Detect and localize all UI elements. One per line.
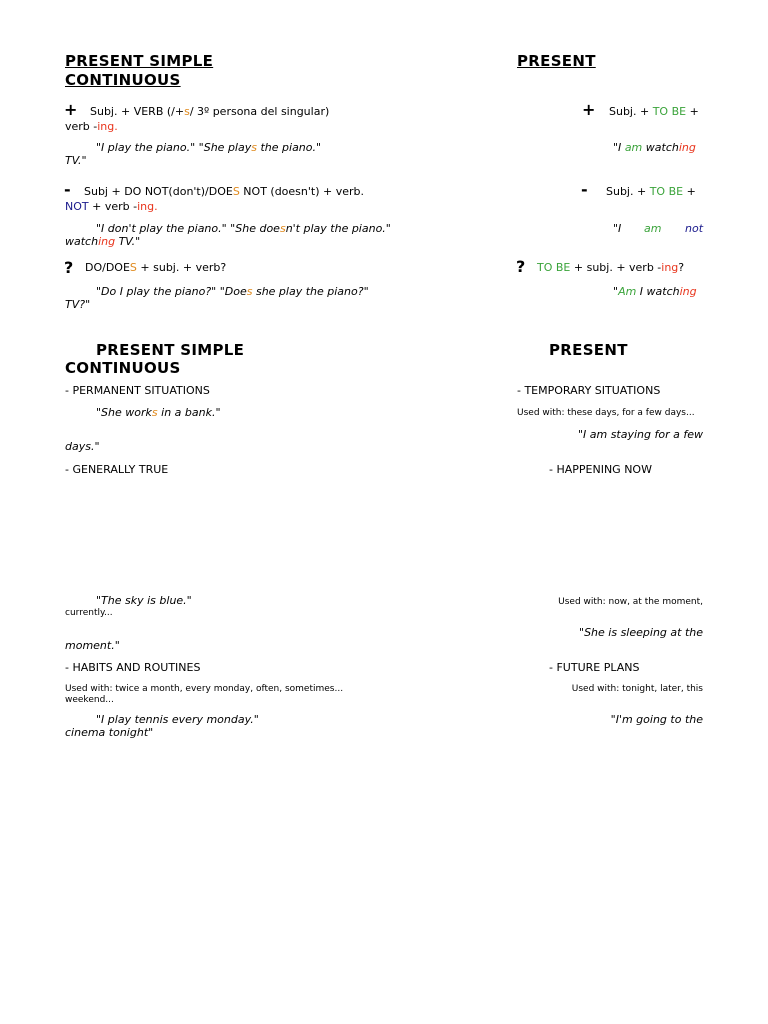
example-am: Am: [618, 285, 637, 298]
example-text: ": [613, 285, 619, 298]
minus-symbol-right: -: [581, 180, 588, 199]
negative-rule-right: [606, 185, 696, 199]
minus-symbol-left: -: [64, 180, 71, 199]
negative-rule-left-2: [65, 200, 158, 214]
example-text: TV.": [115, 235, 141, 248]
habits-used-with: Used with: twice a month, every monday, often, sometimes...: [65, 684, 344, 694]
rule-text: / 3º persona del singular): [189, 105, 330, 118]
rule-text: + subj. + verb -: [570, 261, 662, 274]
rule-text: DO/DOE: [85, 261, 130, 274]
question-example-left-2: TV?": [65, 298, 91, 311]
rule-text: +: [683, 185, 696, 198]
example-text: watch: [642, 141, 679, 154]
generally-true: - GENERALLY TRUE: [65, 463, 169, 476]
weekend: weekend...: [65, 695, 114, 705]
future-used-with: Used with: tonight, later, this: [571, 684, 703, 694]
negative-example-right-am: am: [644, 222, 662, 235]
rule-text: NOT (doesn't) + verb.: [239, 185, 365, 198]
rule-text: Subj. +: [606, 185, 650, 198]
temporary-used-with: Used with: these days, for a few days...: [517, 408, 695, 418]
negative-example-left: [96, 222, 391, 236]
example-ing: ing: [679, 285, 697, 298]
question-example-right: [613, 285, 697, 299]
rule-text: + subj. + verb?: [136, 261, 227, 274]
rule-s: s: [184, 105, 190, 118]
example-am: am: [624, 141, 643, 154]
example-s: s: [151, 406, 158, 419]
rule-text: verb -: [65, 120, 98, 133]
negative-rule-left: [84, 185, 364, 199]
question-rule-left: [85, 261, 226, 275]
usage-title-present-right: PRESENT: [549, 341, 628, 359]
question-symbol-left: ?: [64, 258, 74, 277]
sky-example: "The sky is blue.": [96, 594, 192, 607]
negative-example-left-2: [65, 235, 140, 249]
example-s: s: [279, 222, 286, 235]
affirmative-example-left-2: TV.": [65, 154, 87, 167]
works-example: [96, 406, 221, 420]
rule-ing: ing: [661, 261, 679, 274]
example-text: watch: [65, 235, 99, 248]
example-ing: ing: [98, 235, 116, 248]
rule-ing: ing.: [97, 120, 118, 133]
question-rule-right: [537, 261, 684, 275]
rule-text: Subj + DO NOT(don't)/DOE: [84, 185, 233, 198]
example-text: "She work: [96, 406, 152, 419]
staying-example-2: days.": [65, 440, 100, 453]
example-text: "I don't play the piano." "She doe: [96, 222, 280, 235]
negative-example-right-not: not: [685, 222, 704, 235]
example-text: "I: [613, 141, 625, 154]
rule-text: +: [686, 105, 699, 118]
rule-ing: ing.: [137, 200, 158, 213]
tennis-example: "I play tennis every monday.": [96, 713, 259, 726]
example-text: she play the piano?": [252, 285, 369, 298]
rule-text: Subj. +: [609, 105, 653, 118]
affirmative-rule-right: [609, 105, 699, 119]
title-present-right: PRESENT: [517, 52, 596, 70]
usage-title-present-simple: PRESENT SIMPLE: [96, 341, 245, 359]
example-text: "Do I play the piano?" "Doe: [96, 285, 247, 298]
usage-title-continuous: CONTINUOUS: [65, 359, 181, 377]
affirmative-rule-left-2: [65, 120, 118, 134]
affirmative-rule-left: [90, 105, 329, 119]
example-text: "I play the piano." "She play: [96, 141, 252, 154]
example-text: n't play the piano.": [285, 222, 391, 235]
habits-routines: - HABITS AND ROUTINES: [65, 661, 201, 674]
question-symbol-right: ?: [516, 257, 526, 276]
sleeping-example-2: moment.": [65, 639, 120, 652]
rule-text: ?: [678, 261, 685, 274]
staying-example: "I am staying for a few: [577, 428, 703, 441]
example-text: in a bank.": [157, 406, 221, 419]
happening-now: - HAPPENING NOW: [549, 463, 652, 476]
currently: currently...: [65, 608, 113, 618]
rule-tobe: TO BE: [652, 105, 687, 118]
rule-text: + verb -: [88, 200, 138, 213]
example-ing: ing: [678, 141, 696, 154]
plus-symbol-left: +: [64, 100, 78, 119]
now-used-with: Used with: now, at the moment,: [558, 597, 703, 607]
future-plans: - FUTURE PLANS: [549, 661, 640, 674]
rule-tobe: TO BE: [649, 185, 684, 198]
example-text: the piano.": [256, 141, 322, 154]
sleeping-example: "She is sleeping at the: [579, 626, 703, 639]
negative-example-right-i: "I: [613, 222, 622, 235]
cinema-example: "I'm going to the: [610, 713, 703, 726]
cinema-example-2: cinema tonight": [65, 726, 154, 739]
temporary-situations: - TEMPORARY SITUATIONS: [517, 384, 661, 397]
affirmative-example-left: [96, 141, 321, 155]
rule-s: S: [129, 261, 137, 274]
title-continuous: CONTINUOUS: [65, 71, 181, 89]
title-present-simple: PRESENT SIMPLE: [65, 52, 214, 70]
rule-text: Subj. + VERB (/+: [90, 105, 185, 118]
example-text: I watch: [636, 285, 680, 298]
permanent-situations: - PERMANENT SITUATIONS: [65, 384, 210, 397]
question-example-left: [96, 285, 369, 299]
example-s: s: [246, 285, 253, 298]
plus-symbol-right: +: [582, 100, 596, 119]
rule-s: S: [232, 185, 240, 198]
affirmative-example-right: [613, 141, 696, 155]
example-s: s: [251, 141, 257, 154]
rule-tobe: TO BE: [537, 261, 571, 274]
rule-not: NOT: [65, 200, 89, 213]
